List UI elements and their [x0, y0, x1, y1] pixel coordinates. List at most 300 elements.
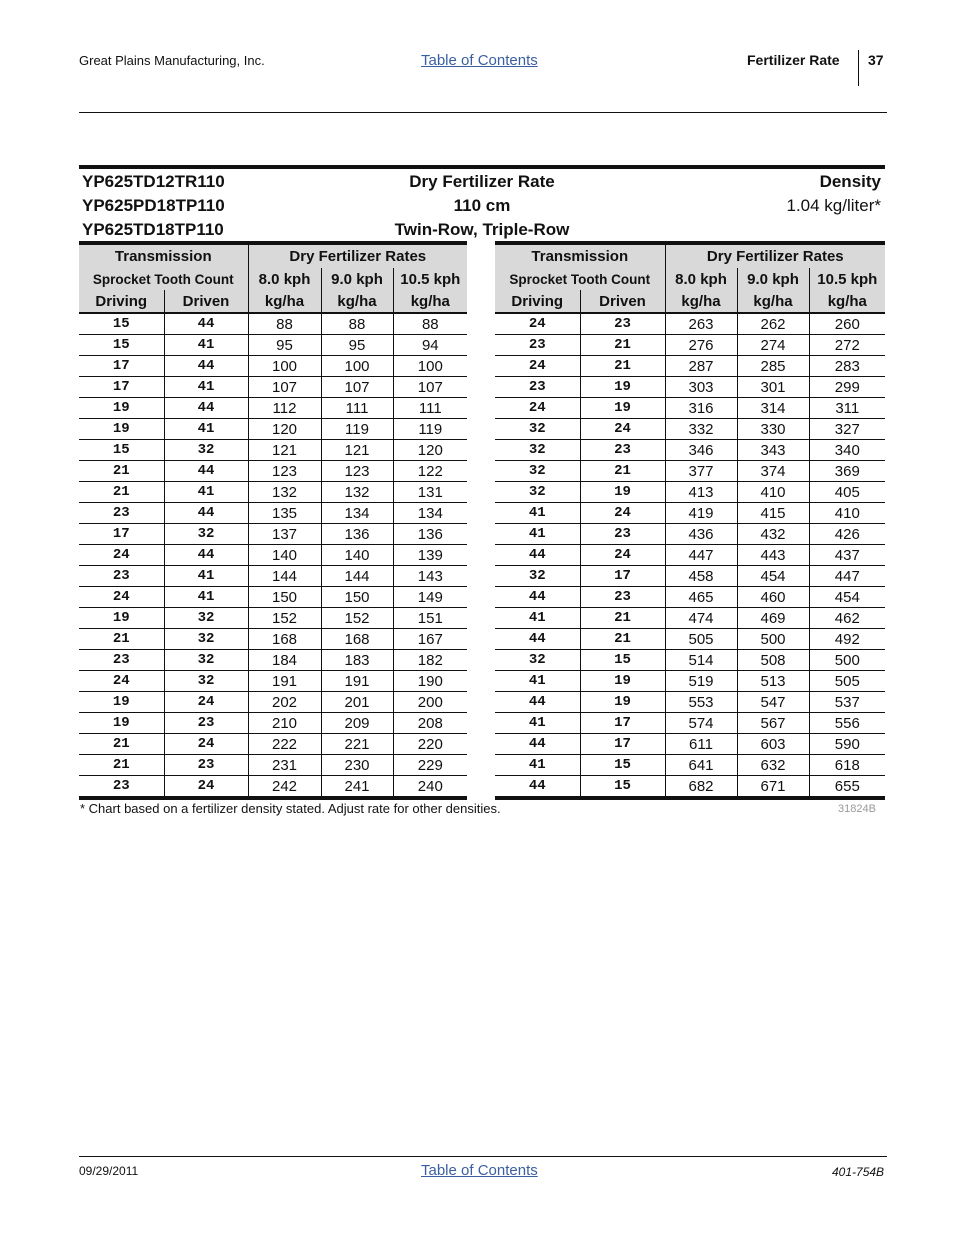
rate-8kph-cell: 231 — [248, 755, 321, 776]
rate-9kph-cell: 415 — [737, 503, 809, 524]
rate-9kph-cell: 119 — [321, 419, 393, 440]
rate-8kph-cell: 465 — [665, 587, 737, 608]
table-row — [79, 482, 467, 503]
unit-header: kg/ha — [321, 290, 393, 313]
driven-header: Driven — [580, 290, 665, 313]
unit-header: kg/ha — [809, 290, 885, 313]
driven-teeth-cell: 41 — [164, 419, 248, 440]
rate-9kph-cell: 274 — [737, 335, 809, 356]
driven-teeth-cell: 24 — [164, 692, 248, 713]
table-row — [495, 692, 885, 713]
driving-teeth-cell: 21 — [79, 734, 164, 755]
table-row — [495, 482, 885, 503]
rate-10-5kph-cell: 120 — [393, 440, 467, 461]
driving-teeth-cell: 44 — [495, 734, 580, 755]
driven-teeth-cell: 41 — [164, 587, 248, 608]
driven-teeth-cell: 17 — [580, 566, 665, 587]
table-row — [79, 629, 467, 650]
rate-9kph-cell: 134 — [321, 503, 393, 524]
rate-9kph-cell: 343 — [737, 440, 809, 461]
driven-teeth-cell: 32 — [164, 524, 248, 545]
rate-8kph-cell: 100 — [248, 356, 321, 377]
driving-teeth-cell: 23 — [79, 776, 164, 799]
header-rule — [79, 112, 887, 113]
model-number: YP625TD18TP110 — [82, 220, 224, 239]
footer-date: 09/29/2011 — [79, 1164, 139, 1178]
rate-8kph-cell: 641 — [665, 755, 737, 776]
table-row — [495, 629, 885, 650]
table-row — [79, 461, 467, 482]
table-row — [495, 335, 885, 356]
rate-8kph-cell: 447 — [665, 545, 737, 566]
driven-teeth-cell: 15 — [580, 755, 665, 776]
driving-teeth-cell: 19 — [79, 608, 164, 629]
header-toc-link[interactable]: Table of Contents — [421, 52, 538, 69]
rate-10-5kph-cell: 107 — [393, 377, 467, 398]
table-row — [79, 503, 467, 524]
rate-9kph-cell: 508 — [737, 650, 809, 671]
speed-header: 8.0 kph — [248, 268, 321, 290]
rate-10-5kph-cell: 88 — [393, 313, 467, 335]
rate-9kph-cell: 374 — [737, 461, 809, 482]
rate-10-5kph-cell: 462 — [809, 608, 885, 629]
driving-teeth-cell: 15 — [79, 440, 164, 461]
rate-9kph-cell: 460 — [737, 587, 809, 608]
rate-8kph-cell: 242 — [248, 776, 321, 799]
rate-8kph-cell: 303 — [665, 377, 737, 398]
rate-9kph-cell: 410 — [737, 482, 809, 503]
rate-9kph-cell: 111 — [321, 398, 393, 419]
driving-teeth-cell: 41 — [495, 713, 580, 734]
rate-8kph-cell: 287 — [665, 356, 737, 377]
row-spacing: 110 cm — [453, 196, 511, 215]
rate-10-5kph-cell: 340 — [809, 440, 885, 461]
rate-9kph-cell: 100 — [321, 356, 393, 377]
table-row — [495, 566, 885, 587]
rate-8kph-cell: 346 — [665, 440, 737, 461]
table-row — [495, 734, 885, 755]
rate-9kph-cell: 632 — [737, 755, 809, 776]
rate-8kph-cell: 168 — [248, 629, 321, 650]
table-row — [495, 524, 885, 545]
rate-9kph-cell: 671 — [737, 776, 809, 799]
rate-8kph-cell: 474 — [665, 608, 737, 629]
driving-teeth-cell: 24 — [495, 398, 580, 419]
driven-teeth-cell: 41 — [164, 377, 248, 398]
rate-9kph-cell: 603 — [737, 734, 809, 755]
table-row — [79, 776, 467, 799]
rate-10-5kph-cell: 167 — [393, 629, 467, 650]
rate-8kph-cell: 95 — [248, 335, 321, 356]
driven-teeth-cell: 32 — [164, 671, 248, 692]
rate-9kph-cell: 314 — [737, 398, 809, 419]
footnote: * Chart based on a fertilizer density stated. Adjust rate for other densities. — [80, 801, 501, 816]
rate-9kph-cell: 140 — [321, 545, 393, 566]
rate-10-5kph-cell: 122 — [393, 461, 467, 482]
model-number: YP625PD18TP110 — [82, 196, 225, 215]
driving-teeth-cell: 44 — [495, 545, 580, 566]
driving-teeth-cell: 17 — [79, 377, 164, 398]
speed-header: 8.0 kph — [665, 268, 737, 290]
rate-10-5kph-cell: 149 — [393, 587, 467, 608]
driving-teeth-cell: 32 — [495, 440, 580, 461]
driven-teeth-cell: 15 — [580, 776, 665, 799]
driven-teeth-cell: 32 — [164, 629, 248, 650]
rate-10-5kph-cell: 327 — [809, 419, 885, 440]
rate-9kph-cell: 132 — [321, 482, 393, 503]
table-row — [79, 313, 467, 335]
rate-10-5kph-cell: 136 — [393, 524, 467, 545]
rate-8kph-cell: 505 — [665, 629, 737, 650]
rate-10-5kph-cell: 426 — [809, 524, 885, 545]
rate-10-5kph-cell: 229 — [393, 755, 467, 776]
rate-8kph-cell: 137 — [248, 524, 321, 545]
driving-teeth-cell: 24 — [495, 313, 580, 335]
rate-8kph-cell: 377 — [665, 461, 737, 482]
chart-title: Dry Fertilizer Rate — [409, 172, 555, 191]
driving-teeth-cell: 23 — [79, 650, 164, 671]
rate-8kph-cell: 107 — [248, 377, 321, 398]
rate-9kph-cell: 144 — [321, 566, 393, 587]
driven-teeth-cell: 21 — [580, 461, 665, 482]
rate-table-right — [495, 241, 885, 800]
table-row — [495, 650, 885, 671]
rate-9kph-cell: 168 — [321, 629, 393, 650]
rate-8kph-cell: 419 — [665, 503, 737, 524]
density-value: 1.04 kg/liter* — [786, 196, 881, 215]
driving-teeth-cell: 44 — [495, 587, 580, 608]
table-row — [79, 545, 467, 566]
driven-teeth-cell: 41 — [164, 482, 248, 503]
rate-9kph-cell: 201 — [321, 692, 393, 713]
rate-10-5kph-cell: 618 — [809, 755, 885, 776]
sprocket-header: Sprocket Tooth Count — [495, 268, 665, 290]
driving-teeth-cell: 15 — [79, 335, 164, 356]
page-number: 37 — [868, 52, 884, 68]
rate-10-5kph-cell: 405 — [809, 482, 885, 503]
driven-teeth-cell: 23 — [580, 587, 665, 608]
driving-teeth-cell: 32 — [495, 566, 580, 587]
rate-9kph-cell: 432 — [737, 524, 809, 545]
rate-8kph-cell: 121 — [248, 440, 321, 461]
table-row — [79, 587, 467, 608]
driving-teeth-cell: 24 — [79, 587, 164, 608]
table-row — [79, 671, 467, 692]
rate-10-5kph-cell: 369 — [809, 461, 885, 482]
rate-9kph-cell: 150 — [321, 587, 393, 608]
driven-teeth-cell: 21 — [580, 356, 665, 377]
driven-teeth-cell: 41 — [164, 335, 248, 356]
driving-teeth-cell: 41 — [495, 503, 580, 524]
rate-10-5kph-cell: 208 — [393, 713, 467, 734]
rate-8kph-cell: 144 — [248, 566, 321, 587]
rate-9kph-cell: 183 — [321, 650, 393, 671]
driving-teeth-cell: 19 — [79, 398, 164, 419]
footer-rule — [79, 1156, 887, 1157]
rate-8kph-cell: 112 — [248, 398, 321, 419]
rate-9kph-cell: 152 — [321, 608, 393, 629]
driven-teeth-cell: 44 — [164, 398, 248, 419]
rates-header: Dry Fertilizer Rates — [248, 243, 467, 268]
rate-8kph-cell: 611 — [665, 734, 737, 755]
table-row — [79, 524, 467, 545]
driving-teeth-cell: 21 — [79, 461, 164, 482]
table-row — [495, 461, 885, 482]
rate-9kph-cell: 262 — [737, 313, 809, 335]
rate-8kph-cell: 184 — [248, 650, 321, 671]
rate-8kph-cell: 135 — [248, 503, 321, 524]
rate-8kph-cell: 332 — [665, 419, 737, 440]
rate-10-5kph-cell: 182 — [393, 650, 467, 671]
driving-teeth-cell: 23 — [495, 377, 580, 398]
rate-9kph-cell: 469 — [737, 608, 809, 629]
rate-8kph-cell: 120 — [248, 419, 321, 440]
driven-teeth-cell: 21 — [580, 608, 665, 629]
driving-teeth-cell: 21 — [79, 482, 164, 503]
rate-10-5kph-cell: 505 — [809, 671, 885, 692]
driven-teeth-cell: 32 — [164, 440, 248, 461]
table-row — [495, 776, 885, 799]
unit-header: kg/ha — [737, 290, 809, 313]
driving-teeth-cell: 32 — [495, 482, 580, 503]
rate-10-5kph-cell: 100 — [393, 356, 467, 377]
driven-teeth-cell: 19 — [580, 398, 665, 419]
driving-teeth-cell: 21 — [79, 755, 164, 776]
driven-teeth-cell: 23 — [164, 713, 248, 734]
chart-title-block — [79, 170, 885, 242]
rate-8kph-cell: 88 — [248, 313, 321, 335]
table-row — [495, 608, 885, 629]
table-row — [79, 650, 467, 671]
driven-teeth-cell: 32 — [164, 650, 248, 671]
rate-10-5kph-cell: 299 — [809, 377, 885, 398]
table-row — [495, 755, 885, 776]
table-row — [79, 713, 467, 734]
table-row — [79, 755, 467, 776]
density-label: Density — [819, 172, 881, 191]
driven-teeth-cell: 23 — [580, 524, 665, 545]
rate-8kph-cell: 222 — [248, 734, 321, 755]
unit-header: kg/ha — [248, 290, 321, 313]
transmission-header: Transmission — [495, 243, 665, 268]
rate-8kph-cell: 123 — [248, 461, 321, 482]
row-configuration: Twin-Row, Triple-Row — [394, 220, 570, 239]
rate-10-5kph-cell: 437 — [809, 545, 885, 566]
driving-teeth-cell: 32 — [495, 419, 580, 440]
driving-teeth-cell: 41 — [495, 524, 580, 545]
rate-9kph-cell: 95 — [321, 335, 393, 356]
driven-teeth-cell: 19 — [580, 482, 665, 503]
rate-10-5kph-cell: 260 — [809, 313, 885, 335]
driven-teeth-cell: 24 — [580, 419, 665, 440]
driving-teeth-cell: 15 — [79, 313, 164, 335]
rate-8kph-cell: 413 — [665, 482, 737, 503]
driving-teeth-cell: 21 — [79, 629, 164, 650]
driving-teeth-cell: 41 — [495, 608, 580, 629]
rate-8kph-cell: 316 — [665, 398, 737, 419]
driven-teeth-cell: 19 — [580, 377, 665, 398]
driven-teeth-cell: 17 — [580, 713, 665, 734]
rate-10-5kph-cell: 492 — [809, 629, 885, 650]
driving-teeth-cell: 23 — [79, 503, 164, 524]
rate-8kph-cell: 132 — [248, 482, 321, 503]
unit-header: kg/ha — [393, 290, 467, 313]
driven-teeth-cell: 32 — [164, 608, 248, 629]
driven-teeth-cell: 23 — [580, 440, 665, 461]
rate-9kph-cell: 285 — [737, 356, 809, 377]
table-row — [495, 545, 885, 566]
rate-9kph-cell: 241 — [321, 776, 393, 799]
driven-teeth-cell: 44 — [164, 313, 248, 335]
table-row — [79, 692, 467, 713]
rate-9kph-cell: 513 — [737, 671, 809, 692]
rate-9kph-cell: 301 — [737, 377, 809, 398]
footer-toc-link[interactable]: Table of Contents — [421, 1162, 538, 1179]
header-divider — [858, 50, 859, 86]
rate-10-5kph-cell: 537 — [809, 692, 885, 713]
rate-9kph-cell: 191 — [321, 671, 393, 692]
driven-teeth-cell: 44 — [164, 503, 248, 524]
company-name: Great Plains Manufacturing, Inc. — [79, 53, 265, 68]
rate-10-5kph-cell: 119 — [393, 419, 467, 440]
unit-header: kg/ha — [665, 290, 737, 313]
rate-9kph-cell: 88 — [321, 313, 393, 335]
rate-8kph-cell: 514 — [665, 650, 737, 671]
rate-9kph-cell: 547 — [737, 692, 809, 713]
rate-8kph-cell: 202 — [248, 692, 321, 713]
table-row — [495, 503, 885, 524]
driven-teeth-cell: 24 — [164, 776, 248, 799]
driven-teeth-cell: 21 — [580, 629, 665, 650]
table-row — [79, 398, 467, 419]
rate-9kph-cell: 107 — [321, 377, 393, 398]
sprocket-header: Sprocket Tooth Count — [79, 268, 248, 290]
driven-teeth-cell: 21 — [580, 335, 665, 356]
driving-teeth-cell: 19 — [79, 713, 164, 734]
rate-9kph-cell: 443 — [737, 545, 809, 566]
figure-reference: 31824B — [838, 803, 876, 815]
driven-teeth-cell: 24 — [164, 734, 248, 755]
rate-10-5kph-cell: 139 — [393, 545, 467, 566]
rate-9kph-cell: 230 — [321, 755, 393, 776]
rate-9kph-cell: 567 — [737, 713, 809, 734]
rate-10-5kph-cell: 134 — [393, 503, 467, 524]
driven-teeth-cell: 23 — [580, 313, 665, 335]
rate-9kph-cell: 121 — [321, 440, 393, 461]
rate-10-5kph-cell: 94 — [393, 335, 467, 356]
rate-8kph-cell: 140 — [248, 545, 321, 566]
driven-teeth-cell: 19 — [580, 692, 665, 713]
model-number: YP625TD12TR110 — [82, 172, 225, 191]
driven-teeth-cell: 19 — [580, 671, 665, 692]
rate-9kph-cell: 136 — [321, 524, 393, 545]
driving-teeth-cell: 24 — [79, 671, 164, 692]
table-row — [495, 398, 885, 419]
rate-10-5kph-cell: 454 — [809, 587, 885, 608]
table-row — [79, 335, 467, 356]
rate-10-5kph-cell: 111 — [393, 398, 467, 419]
rate-8kph-cell: 436 — [665, 524, 737, 545]
table-row — [79, 608, 467, 629]
rate-10-5kph-cell: 500 — [809, 650, 885, 671]
driving-teeth-cell: 32 — [495, 650, 580, 671]
table-row — [79, 734, 467, 755]
document-number: 401-754B — [832, 1165, 885, 1179]
driving-teeth-cell: 44 — [495, 776, 580, 799]
driving-teeth-cell: 41 — [495, 755, 580, 776]
rate-9kph-cell: 123 — [321, 461, 393, 482]
table-row — [495, 671, 885, 692]
rate-10-5kph-cell: 200 — [393, 692, 467, 713]
rate-9kph-cell: 454 — [737, 566, 809, 587]
rate-8kph-cell: 574 — [665, 713, 737, 734]
speed-header: 9.0 kph — [321, 268, 393, 290]
rate-8kph-cell: 150 — [248, 587, 321, 608]
driven-teeth-cell: 15 — [580, 650, 665, 671]
driving-teeth-cell: 44 — [495, 692, 580, 713]
rate-10-5kph-cell: 240 — [393, 776, 467, 799]
rate-10-5kph-cell: 311 — [809, 398, 885, 419]
driven-header: Driven — [164, 290, 248, 313]
rate-10-5kph-cell: 151 — [393, 608, 467, 629]
rate-8kph-cell: 682 — [665, 776, 737, 799]
rate-10-5kph-cell: 556 — [809, 713, 885, 734]
driven-teeth-cell: 23 — [164, 755, 248, 776]
rate-8kph-cell: 263 — [665, 313, 737, 335]
table-row — [79, 440, 467, 461]
driving-teeth-cell: 17 — [79, 524, 164, 545]
driving-teeth-cell: 23 — [79, 566, 164, 587]
table-row — [79, 419, 467, 440]
rate-9kph-cell: 209 — [321, 713, 393, 734]
table-row — [495, 587, 885, 608]
rate-9kph-cell: 500 — [737, 629, 809, 650]
table-row — [79, 356, 467, 377]
rate-8kph-cell: 553 — [665, 692, 737, 713]
driven-teeth-cell: 24 — [580, 503, 665, 524]
table-row — [495, 419, 885, 440]
driving-teeth-cell: 41 — [495, 671, 580, 692]
driven-teeth-cell: 44 — [164, 545, 248, 566]
rate-8kph-cell: 152 — [248, 608, 321, 629]
table-row — [495, 440, 885, 461]
section-title: Fertilizer Rate — [747, 52, 840, 68]
driving-teeth-cell: 32 — [495, 461, 580, 482]
driving-teeth-cell: 24 — [79, 545, 164, 566]
rate-9kph-cell: 221 — [321, 734, 393, 755]
table-row — [79, 377, 467, 398]
table-row — [495, 377, 885, 398]
table-row — [79, 566, 467, 587]
rate-10-5kph-cell: 655 — [809, 776, 885, 799]
speed-header: 10.5 kph — [809, 268, 885, 290]
rate-8kph-cell: 276 — [665, 335, 737, 356]
driving-teeth-cell: 19 — [79, 419, 164, 440]
driving-teeth-cell: 24 — [495, 356, 580, 377]
rate-8kph-cell: 458 — [665, 566, 737, 587]
speed-header: 10.5 kph — [393, 268, 467, 290]
driven-teeth-cell: 24 — [580, 545, 665, 566]
rate-10-5kph-cell: 283 — [809, 356, 885, 377]
speed-header: 9.0 kph — [737, 268, 809, 290]
driving-teeth-cell: 44 — [495, 629, 580, 650]
rate-10-5kph-cell: 447 — [809, 566, 885, 587]
table-row — [495, 313, 885, 335]
driven-teeth-cell: 44 — [164, 461, 248, 482]
driven-teeth-cell: 17 — [580, 734, 665, 755]
rate-10-5kph-cell: 190 — [393, 671, 467, 692]
rate-10-5kph-cell: 131 — [393, 482, 467, 503]
